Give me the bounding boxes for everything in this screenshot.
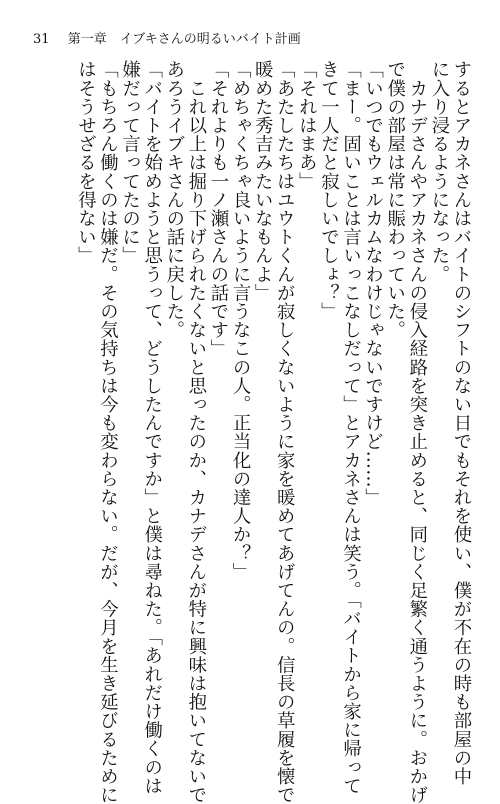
text-line: カナデさんやアカネさんの侵入経路を突き止めると、同じく足繁く通うように。おかげ <box>406 60 428 804</box>
text-line: 「それよりも一ノ瀬さんの話です」 <box>207 60 229 358</box>
text-line: 「もちろん働くのは嫌だ。その気持ちは今も変わらない。だが、今月を生き延びるために <box>97 60 119 804</box>
text-line: 「あたしたちはユウトくんが寂しくないように家を暖めてあげてんの。信長の草履を懐で <box>274 60 296 804</box>
text-line: 「それはまあ」 <box>296 60 318 191</box>
text-line: きて一人だと寂しいでしょ？」 <box>318 60 340 321</box>
text-line: あろうイブキさんの話に戻した。 <box>163 60 185 339</box>
text-line: 「まー。固いことは言いっこなしだって」とアカネさんは笑う。「バイトから家に帰って <box>340 60 362 795</box>
text-line: に入り浸るようになった。 <box>428 60 450 284</box>
text-line: で僕の部屋は常に賑わっていた。 <box>384 60 406 339</box>
text-line: 嫌だって言ってたのに」 <box>119 60 141 265</box>
text-line: 「バイトを始めようと思うって、どうしたんですか」と僕は尋ねた。「あれだけ働くのは <box>141 60 163 795</box>
text-line: 暖めた秀吉みたいなもんよ」 <box>252 60 274 302</box>
running-header <box>33 28 301 47</box>
chapter-title: 第一章 イブキさんの明るいバイト計画 <box>67 32 301 47</box>
text-line: これ以上は掘り下げられたくないと思ったのか、カナデさんが特に興味は抱いてないで <box>185 60 207 804</box>
text-line: するとアカネさんはバイトのシフトのない日でもそれを使い、僕が不在の時も部屋の中 <box>451 60 472 786</box>
text-line: 「めちゃくちゃ良いように言うなこの人。正当化の達人か？」 <box>230 60 252 581</box>
vertical-body-text <box>74 60 472 804</box>
text-line: 「いつでもウェルカムなわけじゃないですけど……」 <box>362 60 384 507</box>
text-line: はそうせざるを得ない」 <box>75 60 97 265</box>
page-number: 31 <box>33 32 50 47</box>
